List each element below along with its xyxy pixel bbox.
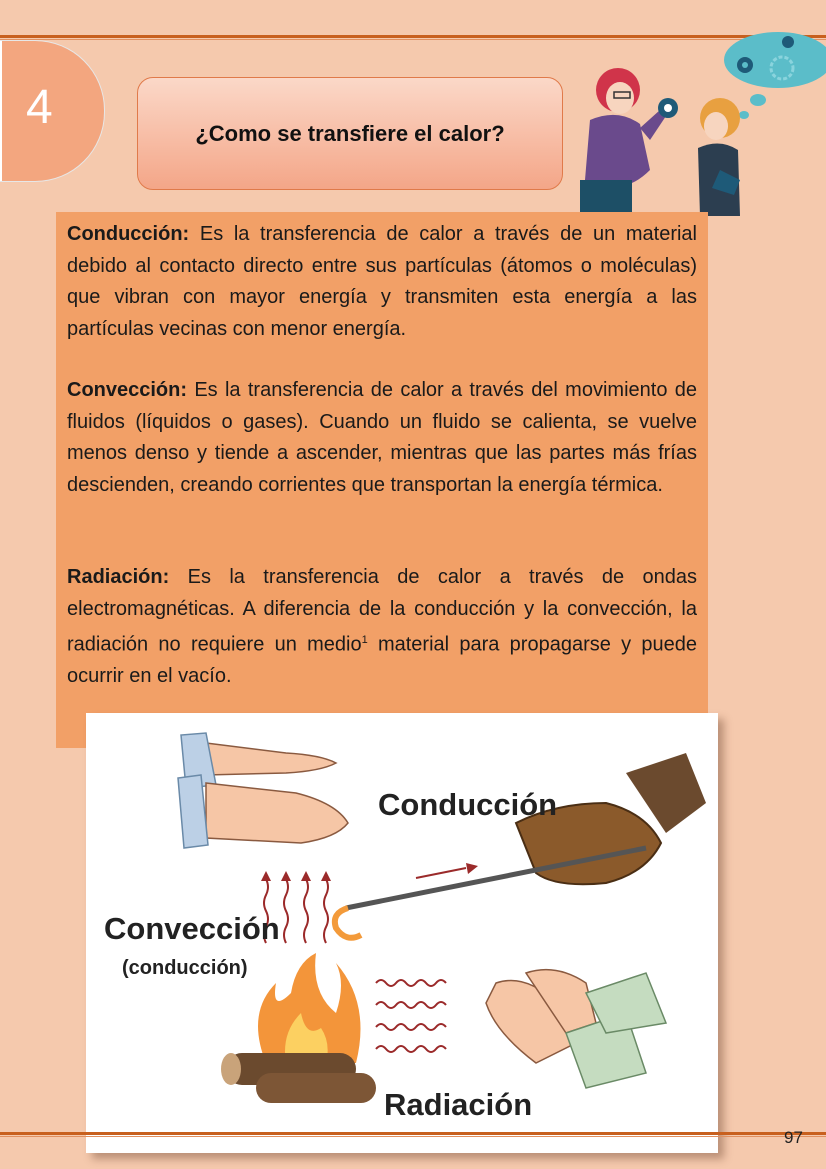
title-box [137, 77, 563, 190]
page-number: 97 [784, 1128, 803, 1147]
bottom-rule [0, 1132, 826, 1135]
page-title: ¿Como se transfiere el calor? [195, 120, 505, 146]
term-conduccion: Conducción: [67, 223, 190, 245]
label-radiacion: Radiación [384, 1087, 533, 1122]
text-radiacion-1: Es la transferencia de calor a través de ondas electromagnéticas. A diferencia de la conducción y la convección, la radiación no requiere un medio [67, 566, 697, 656]
thinking-people-illustration [570, 20, 826, 220]
term-conveccion: Convección: [67, 379, 188, 401]
label-conduccion: Conducción [378, 787, 558, 822]
label-conveccion-sub: (conducción) [122, 957, 248, 979]
convection-hands-icon [178, 733, 348, 848]
woman-figure-icon [580, 68, 678, 216]
text-conveccion: Es la transferencia de calor a través del movimiento de fluidos (líquidos o gases). Cuando un fluido se calienta, se vuelve menos denso y tiende a ascender, mientras que las partes más frías descienden, creando corrientes que transportan la energía térmica. [67, 379, 697, 496]
bottom-rule-thin [0, 1136, 826, 1137]
thought-cloud-icon [724, 32, 826, 119]
footnote-marker[interactable]: 1 [361, 634, 368, 646]
heat-transfer-illustration [86, 713, 718, 1153]
paragraph-conduccion [67, 219, 697, 345]
text-radiacion-2: material para propagarse y puede ocurrir en el vacío. [67, 633, 697, 688]
label-conveccion: Convección [104, 911, 280, 946]
radiation-hands-icon [486, 970, 666, 1088]
text-conduccion: Es la transferencia de calor a través de un material debido al contacto directo entre sus partículas (átomos o moléculas) que vibran con mayor energía y transmiten esta energía a las partículas vecinas con menor energía. [67, 223, 697, 340]
radiation-waves-icon [376, 980, 446, 1052]
chapter-number: 4 [26, 81, 53, 134]
term-radiacion: Radiación: [67, 566, 170, 588]
paragraph-radiacion [67, 562, 697, 693]
paragraph-conveccion [67, 375, 697, 501]
boy-figure-icon [698, 98, 740, 216]
conduction-hand-rod-icon [335, 753, 706, 938]
